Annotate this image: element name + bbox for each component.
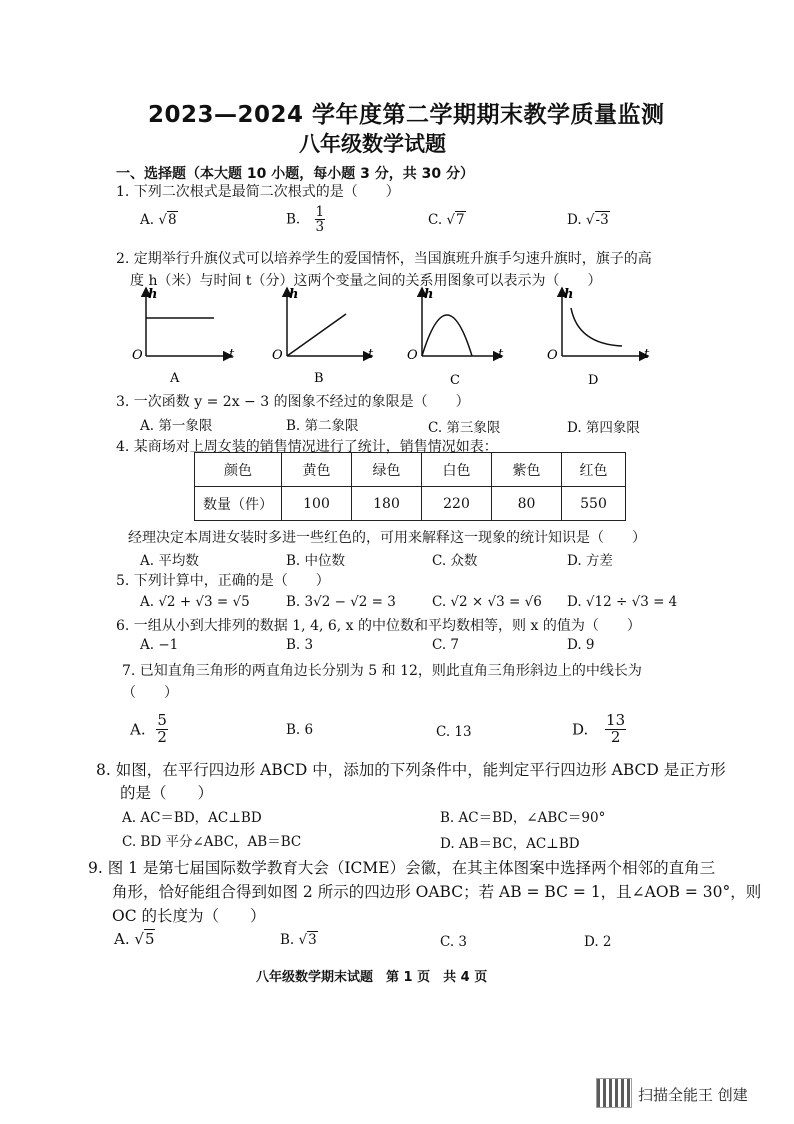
q9-option-a: A. √5 [114,930,155,948]
q4-follow: 经理决定本周进女装时多进一些红色的，可用来解释这一现象的统计知识是（ ） [128,530,646,546]
q1-stem: 1. 下列二次根式是最简二次根式的是（ ） [116,184,400,200]
page-subtitle: 八年级数学试题 [299,132,446,156]
q1-option-c: C. √7 [428,212,465,228]
table-row [195,453,626,487]
q8-option-b: B. AC＝BD，∠ABC＝90° [440,810,606,826]
q2-stem-line1: 2. 定期举行升旗仪式可以培养学生的爱国情怀，当国旗班升旗手匀速升旗时，旗子的高 [116,251,652,267]
q8-option-c: C. BD 平分∠ABC，AB＝BC [122,834,302,850]
graph-c-y-label: h [424,287,434,302]
q9-option-b: B. √3 [280,932,317,948]
q6-option-c: C. 7 [432,637,460,653]
q8-stem-line2: 的是（ ） [120,784,214,802]
graph-d-y-label: h [564,287,574,302]
q7-paren: （ ） [122,685,178,701]
table-header-cell: 颜色 [195,453,282,487]
q7-stem: 7. 已知直角三角形的两直角边长分别为 5 和 12，则此直角三角形斜边上的中线长为 [122,663,642,679]
page-title: 2023—2024 学年度第二学期期末教学质量监测 [148,102,665,128]
q1-option-d: D. √-3 [567,212,609,228]
q7-option-c: C. 13 [436,724,472,740]
table-cell: 白色 [422,453,492,487]
q3-stem: 3. 一次函数 y = 2x − 3 的图象不经过的象限是（ ） [116,394,470,410]
graph-b-origin: O [272,348,283,363]
graph-a-caption: A [170,371,180,386]
graph-d [547,287,650,363]
q9-stem-line1: 9. 图 1 是第七届国际数学教育大会（ICME）会徽，在其主体图案中选择两个相邻的直角三 [88,859,716,877]
graph-c-caption: C [450,373,460,388]
table-cell: 550 [562,487,626,521]
q7-option-a: A. $\frac{5}{2}$ [130,711,167,746]
q4-option-d: D. 方差 [567,553,613,569]
q9-stem-line3: OC 的长度为（ ） [112,907,266,925]
q6-stem: 6. 一组从小到大排列的数据 1, 4, 6, x 的中位数和平均数相等，则 x 的值为（ ） [116,618,641,634]
graph-a [132,287,235,363]
graph-d-origin: O [547,348,558,363]
graph-a-y-label: h [148,287,158,302]
graph-c-origin: O [407,348,418,363]
q4-option-a: A. 平均数 [140,553,199,569]
graph-a-x-label: t [229,347,235,362]
q6-option-d: D. 9 [567,637,595,653]
graph-b [272,287,374,363]
graph-d-x-label: t [644,347,650,362]
table-cell: 黄色 [282,453,352,487]
q3-option-b: B. 第二象限 [286,418,359,434]
q5-option-c: C. √2 × √3 = √6 [432,594,542,610]
q3-option-c: C. 第三象限 [428,420,501,436]
graph-b-caption: B [314,371,324,386]
q4-stem: 4. 某商场对上周女装的销售情况进行了统计，销售情况如表： [116,439,498,455]
q9-option-c: C. 3 [440,934,468,950]
q9-stem-line2: 角形，恰好能组合得到如图 2 所示的四边形 OABC；若 AB = BC = 1，且∠AOB = 30°，则 [112,883,762,901]
qr-logo-icon [596,1078,632,1108]
q2-stem-line2: 度 h（米）与时间 t（分）这两个变量之间的关系用图象可以表示为（ ） [130,273,602,289]
q1-option-b: B. $\frac{1}{3}$ [286,204,325,236]
sales-table [194,452,626,521]
page-footer: 八年级数学期末试题 第 1 页 共 4 页 [256,970,488,985]
q9-option-d: D. 2 [584,934,612,950]
q5-option-a: A. √2 + √3 = √5 [140,594,250,610]
q2-graphs [110,282,670,392]
q7-option-d: D. $\frac{13}{2}$ [572,711,626,746]
graph-c [407,287,504,363]
q8-stem-line1: 8. 如图，在平行四边形 ABCD 中，添加的下列条件中，能判定平行四边形 ABCD 是正方形 [96,761,726,779]
graph-c-x-label: t [498,347,504,362]
table-header-cell: 数量（件） [195,487,282,521]
q7-option-b: B. 6 [286,722,314,738]
q5-option-b: B. 3√2 − √2 = 3 [286,594,396,610]
table-row [195,487,626,521]
table-cell: 180 [352,487,422,521]
graph-b-x-label: t [368,347,374,362]
q3-option-d: D. 第四象限 [567,420,640,436]
graph-b-y-label: h [289,287,299,302]
q4-option-b: B. 中位数 [286,553,346,569]
section-heading: 一、选择题（本大题 10 小题，每小题 3 分，共 30 分） [116,166,474,182]
q4-option-c: C. 众数 [432,553,478,569]
q6-option-a: A. −1 [140,637,179,653]
q5-option-d: D. √12 ÷ √3 = 4 [567,594,678,610]
graph-d-caption: D [588,373,599,388]
q1-option-a: A. √8 [140,212,177,228]
q8-option-d: D. AB＝BC，AC⊥BD [440,836,580,852]
scanner-watermark: 扫描全能王 创建 [638,1086,748,1104]
table-cell: 100 [282,487,352,521]
table-cell: 220 [422,487,492,521]
q5-stem: 5. 下列计算中，正确的是（ ） [116,573,330,589]
table-cell: 绿色 [352,453,422,487]
q3-option-a: A. 第一象限 [140,418,213,434]
table-cell: 紫色 [492,453,562,487]
graph-a-origin: O [132,348,143,363]
table-cell: 红色 [562,453,626,487]
q6-option-b: B. 3 [286,637,314,653]
table-cell: 80 [492,487,562,521]
q8-option-a: A. AC＝BD，AC⊥BD [122,810,262,826]
